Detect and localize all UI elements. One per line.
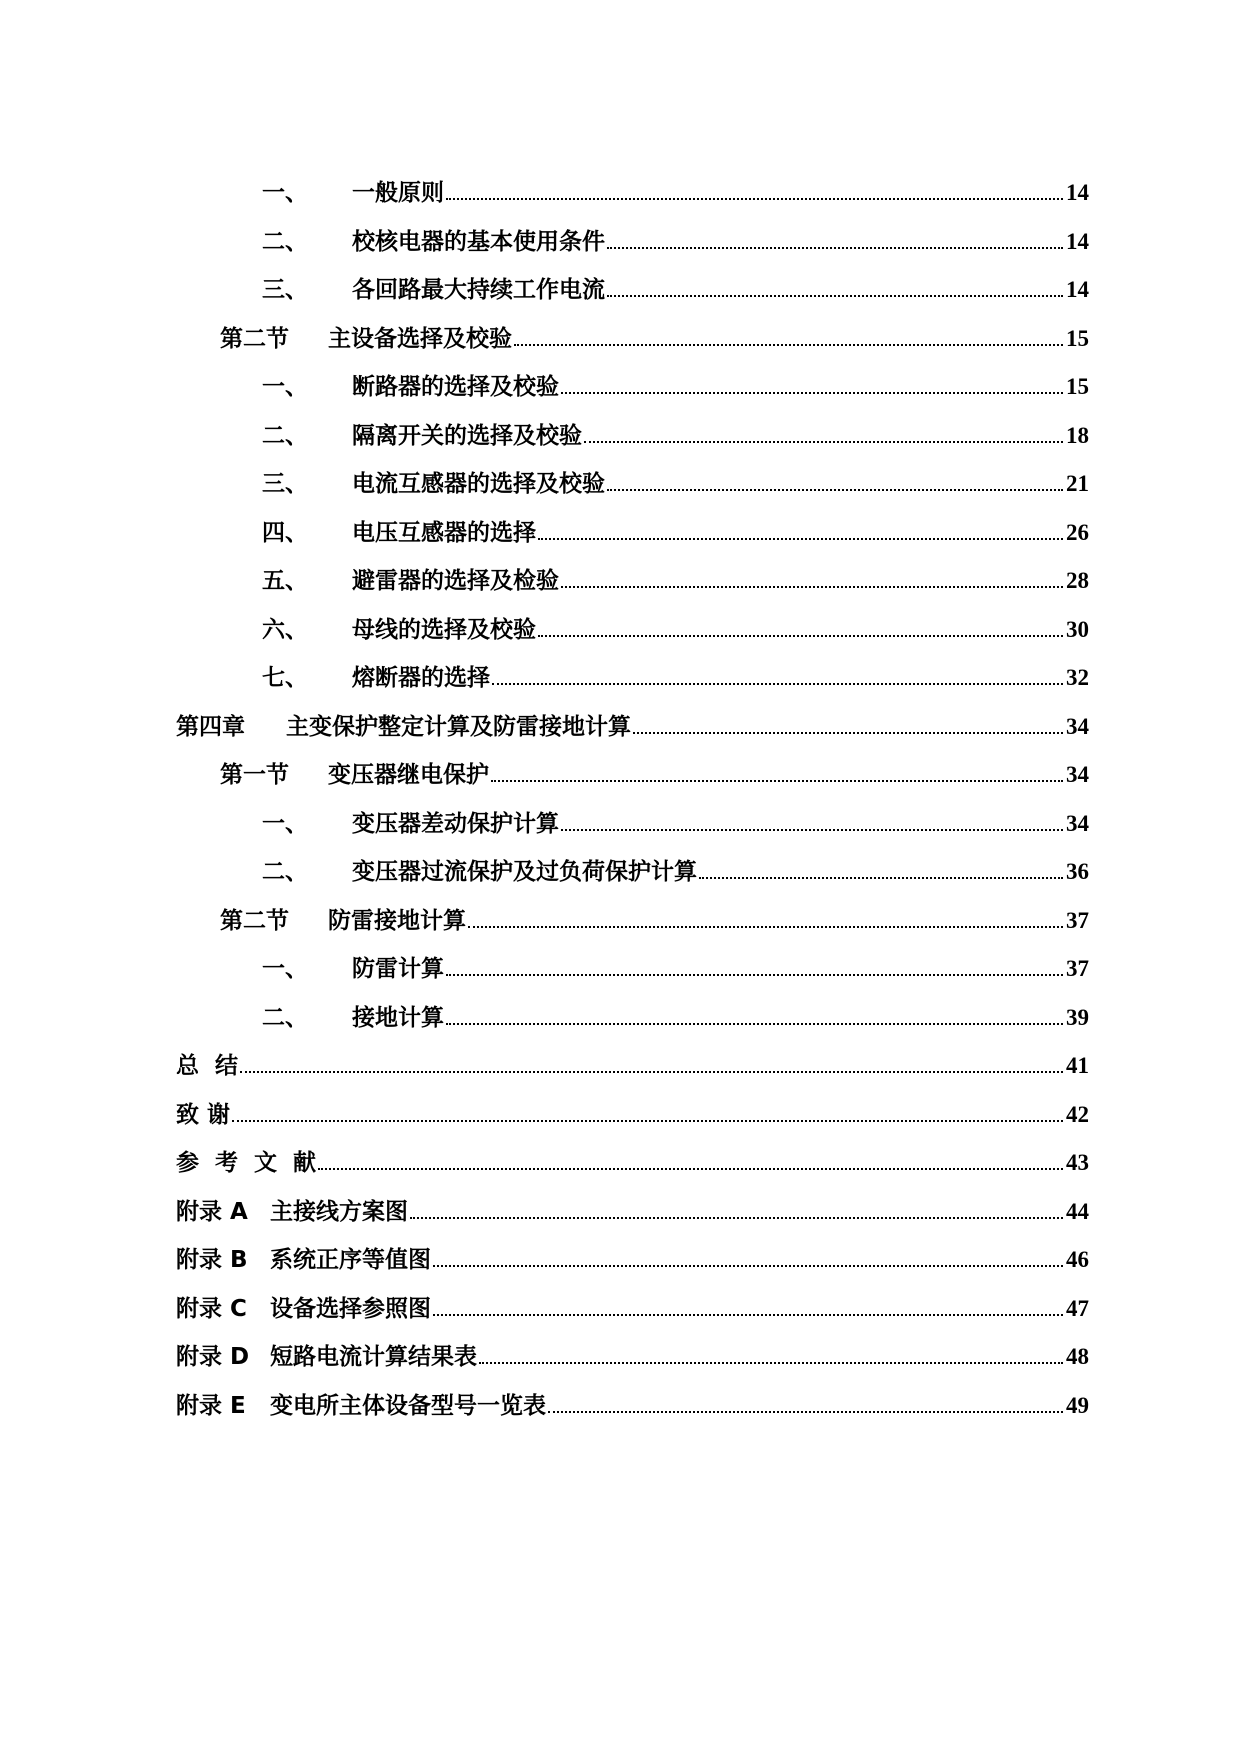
toc-entry-number: 附录 E (176, 1392, 246, 1419)
toc-entry[interactable] (220, 760, 1089, 790)
toc-entry-page-number: 15 (1066, 374, 1089, 399)
toc-entry-number: 一、 (262, 180, 308, 206)
toc-entry-page-number: 43 (1066, 1150, 1089, 1175)
dot-leader (492, 683, 1063, 685)
toc-entry-title: 电压互感器的选择 (352, 519, 536, 546)
toc-entry-page-number: 47 (1066, 1295, 1089, 1321)
toc-entry-number: 附录 A (176, 1198, 248, 1225)
toc-entry-title: 变压器差动保护计算 (352, 810, 559, 837)
toc-entry-number: 第一节 (220, 762, 289, 788)
toc-entry-number: 三、 (262, 277, 308, 303)
toc-entry[interactable] (176, 1294, 1089, 1324)
dot-leader (446, 198, 1063, 200)
toc-entry-page-number: 46 (1066, 1247, 1089, 1272)
toc-entry-page-number: 42 (1066, 1101, 1089, 1127)
dot-leader (607, 489, 1063, 491)
toc-entry-title: 总 结 (176, 1053, 239, 1079)
toc-entry-title: 主变保护整定计算及防雷接地计算 (286, 713, 631, 740)
toc-entry-number: 三、 (262, 471, 308, 497)
dot-leader (561, 392, 1063, 394)
toc-entry-page-number: 15 (1066, 325, 1089, 351)
toc-entry-number: 二、 (262, 228, 308, 255)
toc-entry-title: 防雷接地计算 (328, 907, 466, 934)
toc-entry[interactable] (262, 566, 1089, 596)
toc-entry-number: 附录 D (176, 1344, 250, 1370)
dot-leader (433, 1314, 1063, 1316)
toc-entry[interactable] (262, 1003, 1089, 1033)
toc-entry-title: 熔断器的选择 (352, 665, 490, 691)
dot-leader (538, 635, 1063, 637)
toc-entry-page-number: 37 (1066, 907, 1089, 933)
toc-entry[interactable] (176, 1148, 1089, 1178)
toc-entry-title: 主接线方案图 (270, 1198, 408, 1225)
toc-entry-title: 各回路最大持续工作电流 (352, 277, 605, 303)
dot-leader (561, 829, 1063, 831)
toc-entry[interactable] (262, 809, 1089, 839)
toc-entry-page-number: 34 (1066, 810, 1089, 836)
toc-entry-title: 短路电流计算结果表 (270, 1344, 477, 1370)
toc-entry-page-number: 28 (1066, 568, 1089, 593)
toc-entry-title: 致 谢 (176, 1101, 231, 1128)
dot-leader (548, 1411, 1063, 1413)
toc-entry-page-number: 21 (1066, 471, 1089, 496)
toc-entry[interactable] (262, 615, 1089, 645)
toc-entry-number: 四、 (262, 519, 308, 546)
dot-leader (433, 1265, 1063, 1267)
dot-leader (514, 344, 1063, 346)
toc-entry[interactable] (262, 857, 1089, 887)
toc-entry[interactable] (176, 1245, 1089, 1275)
toc-entry-page-number: 26 (1066, 519, 1089, 545)
toc-entry[interactable] (220, 906, 1089, 936)
toc-entry-page-number: 48 (1066, 1344, 1089, 1369)
dot-leader (446, 974, 1063, 976)
toc-entry[interactable] (176, 1391, 1089, 1421)
toc-entry-page-number: 34 (1066, 762, 1089, 787)
dot-leader (607, 295, 1063, 297)
toc-entry[interactable] (262, 372, 1089, 402)
toc-entry-title: 参 考 文 献 (176, 1150, 317, 1176)
toc-entry-title: 母线的选择及校验 (352, 616, 536, 643)
toc-entry-number: 附录 B (176, 1247, 248, 1273)
dot-leader (446, 1023, 1063, 1025)
toc-entry-title: 变电所主体设备型号一览表 (270, 1392, 546, 1419)
toc-entry[interactable] (262, 178, 1089, 208)
toc-entry-title: 接地计算 (352, 1004, 444, 1031)
toc-entry-number: 二、 (262, 859, 308, 885)
toc-entry-number: 第四章 (176, 713, 245, 740)
dot-leader (699, 877, 1063, 879)
dot-leader (468, 926, 1063, 928)
dot-leader (410, 1217, 1063, 1219)
toc-entry-title: 一般原则 (352, 180, 444, 206)
toc-entry-title: 变压器继电保护 (328, 762, 489, 788)
toc-entry-number: 一、 (262, 956, 308, 982)
dot-leader (232, 1120, 1063, 1122)
toc-entry-page-number: 14 (1066, 228, 1089, 254)
dot-leader (240, 1071, 1063, 1073)
dot-leader (479, 1362, 1063, 1364)
toc-entry-number: 一、 (262, 810, 308, 837)
dot-leader (318, 1168, 1063, 1170)
toc-entry[interactable] (176, 1051, 1089, 1081)
toc-entry-number: 附录 C (176, 1295, 247, 1322)
toc-entry[interactable] (220, 324, 1089, 354)
toc-entry[interactable] (176, 1100, 1089, 1130)
toc-entry[interactable] (262, 275, 1089, 305)
toc-entry[interactable] (262, 421, 1089, 451)
toc-entry-title: 隔离开关的选择及校验 (352, 422, 582, 449)
dot-leader (538, 538, 1063, 540)
toc-entry[interactable] (176, 1342, 1089, 1372)
toc-entry-title: 避雷器的选择及检验 (352, 568, 559, 594)
toc-entry-page-number: 37 (1066, 956, 1089, 981)
toc-entry[interactable] (176, 712, 1089, 742)
toc-entry-page-number: 41 (1066, 1053, 1089, 1078)
toc-entry-page-number: 32 (1066, 665, 1089, 690)
toc-entry-page-number: 14 (1066, 277, 1089, 302)
toc-entry-number: 二、 (262, 422, 308, 449)
toc-entry-page-number: 36 (1066, 859, 1089, 884)
toc-entry-page-number: 30 (1066, 616, 1089, 642)
toc-entry[interactable] (176, 1197, 1089, 1227)
toc-entry[interactable] (262, 663, 1089, 693)
dot-leader (607, 247, 1063, 249)
toc-entry-number: 五、 (262, 568, 308, 594)
toc-entry-number: 第二节 (220, 325, 289, 352)
toc-entry[interactable] (262, 227, 1089, 257)
toc-entry-title: 断路器的选择及校验 (352, 374, 559, 400)
dot-leader (584, 441, 1063, 443)
toc-entry-page-number: 44 (1066, 1198, 1089, 1224)
toc-entry-page-number: 49 (1066, 1392, 1089, 1418)
toc-entry-title: 电流互感器的选择及校验 (352, 471, 605, 497)
toc-entry-page-number: 34 (1066, 713, 1089, 739)
dot-leader (633, 732, 1063, 734)
toc-entry-title: 防雷计算 (352, 956, 444, 982)
toc-entry-number: 第二节 (220, 907, 289, 934)
toc-entry-title: 主设备选择及校验 (328, 325, 512, 352)
toc-entry[interactable] (262, 518, 1089, 548)
toc-entry-page-number: 14 (1066, 180, 1089, 205)
toc-entry-number: 六、 (262, 616, 308, 643)
dot-leader (561, 586, 1063, 588)
toc-entry-title: 校核电器的基本使用条件 (352, 228, 605, 255)
toc-entry-number: 七、 (262, 665, 308, 691)
dot-leader (491, 780, 1063, 782)
toc-entry-page-number: 39 (1066, 1004, 1089, 1030)
toc-entry-title: 变压器过流保护及过负荷保护计算 (352, 859, 697, 885)
toc-entry-number: 二、 (262, 1004, 308, 1031)
toc-entry-title: 设备选择参照图 (270, 1295, 431, 1322)
toc-entry[interactable] (262, 954, 1089, 984)
toc-entry-page-number: 18 (1066, 422, 1089, 448)
toc-entry[interactable] (262, 469, 1089, 499)
toc-entry-title: 系统正序等值图 (270, 1247, 431, 1273)
toc-entry-number: 一、 (262, 374, 308, 400)
